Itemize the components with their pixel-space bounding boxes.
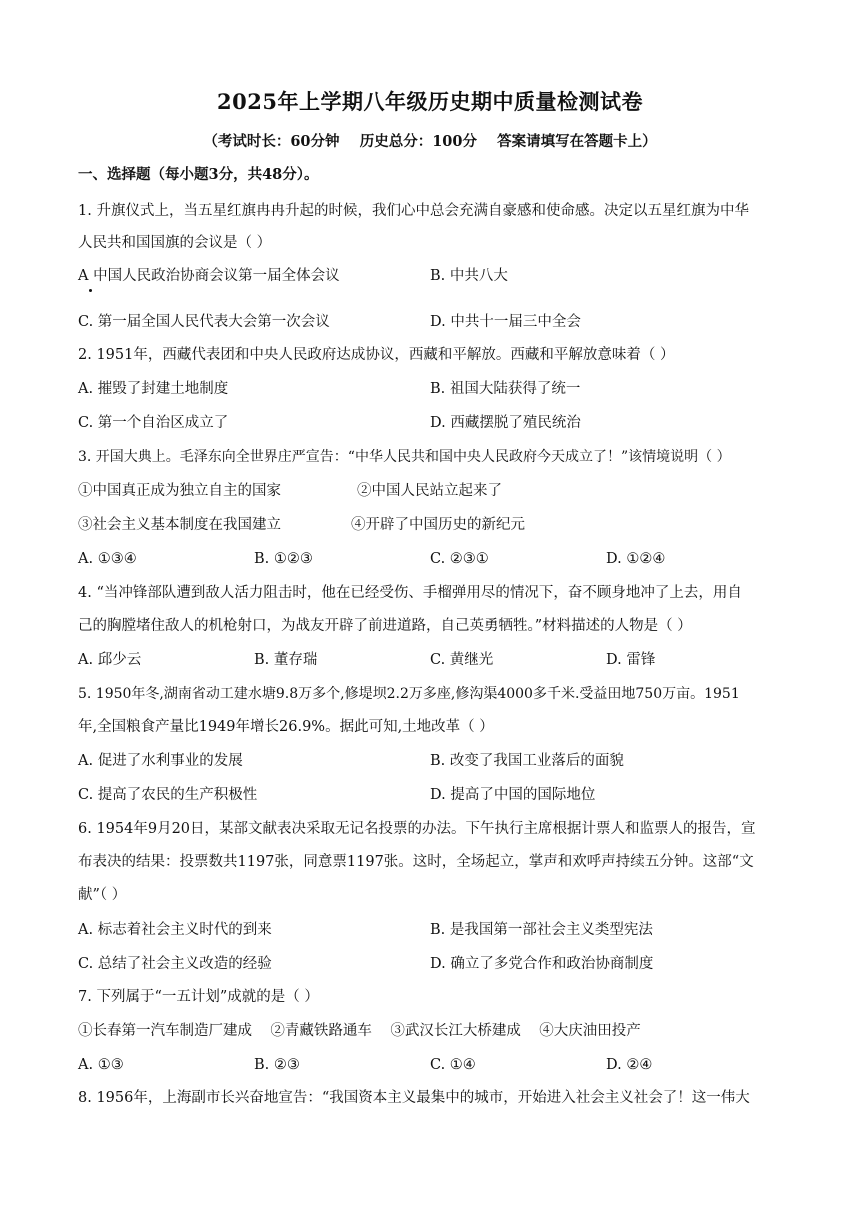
question-2-option-b: B. 祖国大陆获得了统一	[430, 381, 581, 397]
exam-info: （考试时长：60分钟 历史总分：100分 答案请填写在答题卡上）	[203, 133, 657, 150]
question-7-statements: ①长春第一汽车制造厂建成 ②青藏铁路通车 ③武汉长江大桥建成 ④大庆油田投产	[78, 1023, 641, 1039]
question-3-option-c: C. ②③①	[430, 551, 489, 567]
question-2-option-a: A. 摧毁了封建土地制度	[78, 381, 229, 397]
question-2-option-d: D. 西藏摆脱了殖民统治	[430, 415, 581, 431]
question-1-stem-line-1: 1. 升旗仪式上，当五星红旗冉冉升起的时候，我们心中总会充满自豪感和使命感。决定以五星红旗为中华	[78, 203, 749, 219]
question-1-option-b: B. 中共八大	[430, 268, 508, 284]
option-dot-mark	[89, 289, 92, 292]
question-3-statement-2: ②中国人民站立起来了	[357, 483, 502, 499]
section-heading: 一、选择题（每小题3分，共48分）。	[78, 166, 319, 183]
question-4-option-b: B. 董存瑞	[254, 652, 318, 668]
question-5-option-b: B. 改变了我国工业落后的面貌	[430, 753, 624, 769]
question-6-stem-line-2: 布表决的结果：投票数共1197张，同意票1197张。这时，全场起立，掌声和欢呼声持续五分钟。这部“文	[78, 854, 754, 870]
question-1-stem-line-2: 人民共和国国旗的会议是（ ）	[78, 235, 272, 251]
question-7-option-a: A. ①③	[78, 1057, 124, 1073]
question-5-option-d: D. 提高了中国的国际地位	[430, 787, 596, 803]
question-5-stem-line-1: 5. 1950年冬,湖南省动工建水塘9.8万多个,修堤坝2.2万多座,修沟渠4000多千米.受益田地750万亩。1951	[78, 686, 740, 702]
question-6-stem-line-1: 6. 1954年9月20日，某部文献表决采取无记名投票的办法。下午执行主席根据计票人和监票人的报告，宣	[78, 821, 756, 837]
question-4-option-a: A. 邱少云	[78, 652, 142, 668]
question-6-option-a: A. 标志着社会主义时代的到来	[78, 922, 272, 938]
question-7-option-c: C. ①④	[430, 1057, 476, 1073]
question-7-stem-line-1: 7. 下列属于“一五计划”成就的是（ ）	[78, 989, 319, 1005]
question-3-option-b: B. ①②③	[254, 551, 313, 567]
question-6-stem-line-3: 献”（ ）	[78, 887, 127, 903]
question-8-stem-line-1: 8. 1956年，上海副市长兴奋地宣告：“我国资本主义最集中的城市，开始进入社会主义社会了！这一伟大	[78, 1090, 750, 1106]
question-6-option-c: C. 总结了社会主义改造的经验	[78, 956, 272, 972]
question-5-stem-line-2: 年,全国粮食产量比1949年增长26.9%。据此可知,土地改革（ ）	[78, 719, 494, 735]
question-4-option-d: D. 雷锋	[606, 652, 656, 668]
question-3-stem-line-1: 3. 开国大典上。毛泽东向全世界庄严宣告：“中华人民共和国中央人民政府今天成立了！”该情境说明（ ）	[78, 449, 731, 465]
question-3-option-a: A. ①③④	[78, 551, 137, 567]
question-1-option-a: A 中国人民政治协商会议第一届全体会议	[78, 268, 340, 284]
question-3-statement-4: ④开辟了中国历史的新纪元	[351, 517, 525, 533]
question-4-stem-line-2: 己的胸膛堵住敌人的机枪射口，为战友开辟了前进道路，自己英勇牺牲。”材料描述的人物是（ ）	[78, 618, 692, 634]
question-1-option-d: D. 中共十一届三中全会	[430, 314, 581, 330]
question-2-stem-line-1: 2. 1951年，西藏代表团和中央人民政府达成协议，西藏和平解放。西藏和平解放意味着（ ）	[78, 347, 675, 363]
question-5-option-a: A. 促进了水利事业的发展	[78, 753, 243, 769]
page-title: 2025年上学期八年级历史期中质量检测试卷	[217, 89, 643, 114]
question-3-statement-3: ③社会主义基本制度在我国建立	[78, 517, 281, 533]
question-1-option-c: C. 第一届全国人民代表大会第一次会议	[78, 314, 330, 330]
question-5-option-c: C. 提高了农民的生产积极性	[78, 787, 258, 803]
question-4-stem-line-1: 4. “当冲锋部队遭到敌人活力阻击时，他在已经受伤、手榴弹用尽的情况下，奋不顾身地冲了上去，用自	[78, 585, 742, 601]
question-6-option-d: D. 确立了多党合作和政治协商制度	[430, 956, 654, 972]
question-7-option-d: D. ②④	[606, 1057, 653, 1073]
question-7-option-b: B. ②③	[254, 1057, 300, 1073]
question-3-option-d: D. ①②④	[606, 551, 666, 567]
question-2-option-c: C. 第一个自治区成立了	[78, 415, 229, 431]
question-6-option-b: B. 是我国第一部社会主义类型宪法	[430, 922, 653, 938]
question-3-statement-1: ①中国真正成为独立自主的国家	[78, 483, 281, 499]
question-4-option-c: C. 黄继光	[430, 652, 494, 668]
